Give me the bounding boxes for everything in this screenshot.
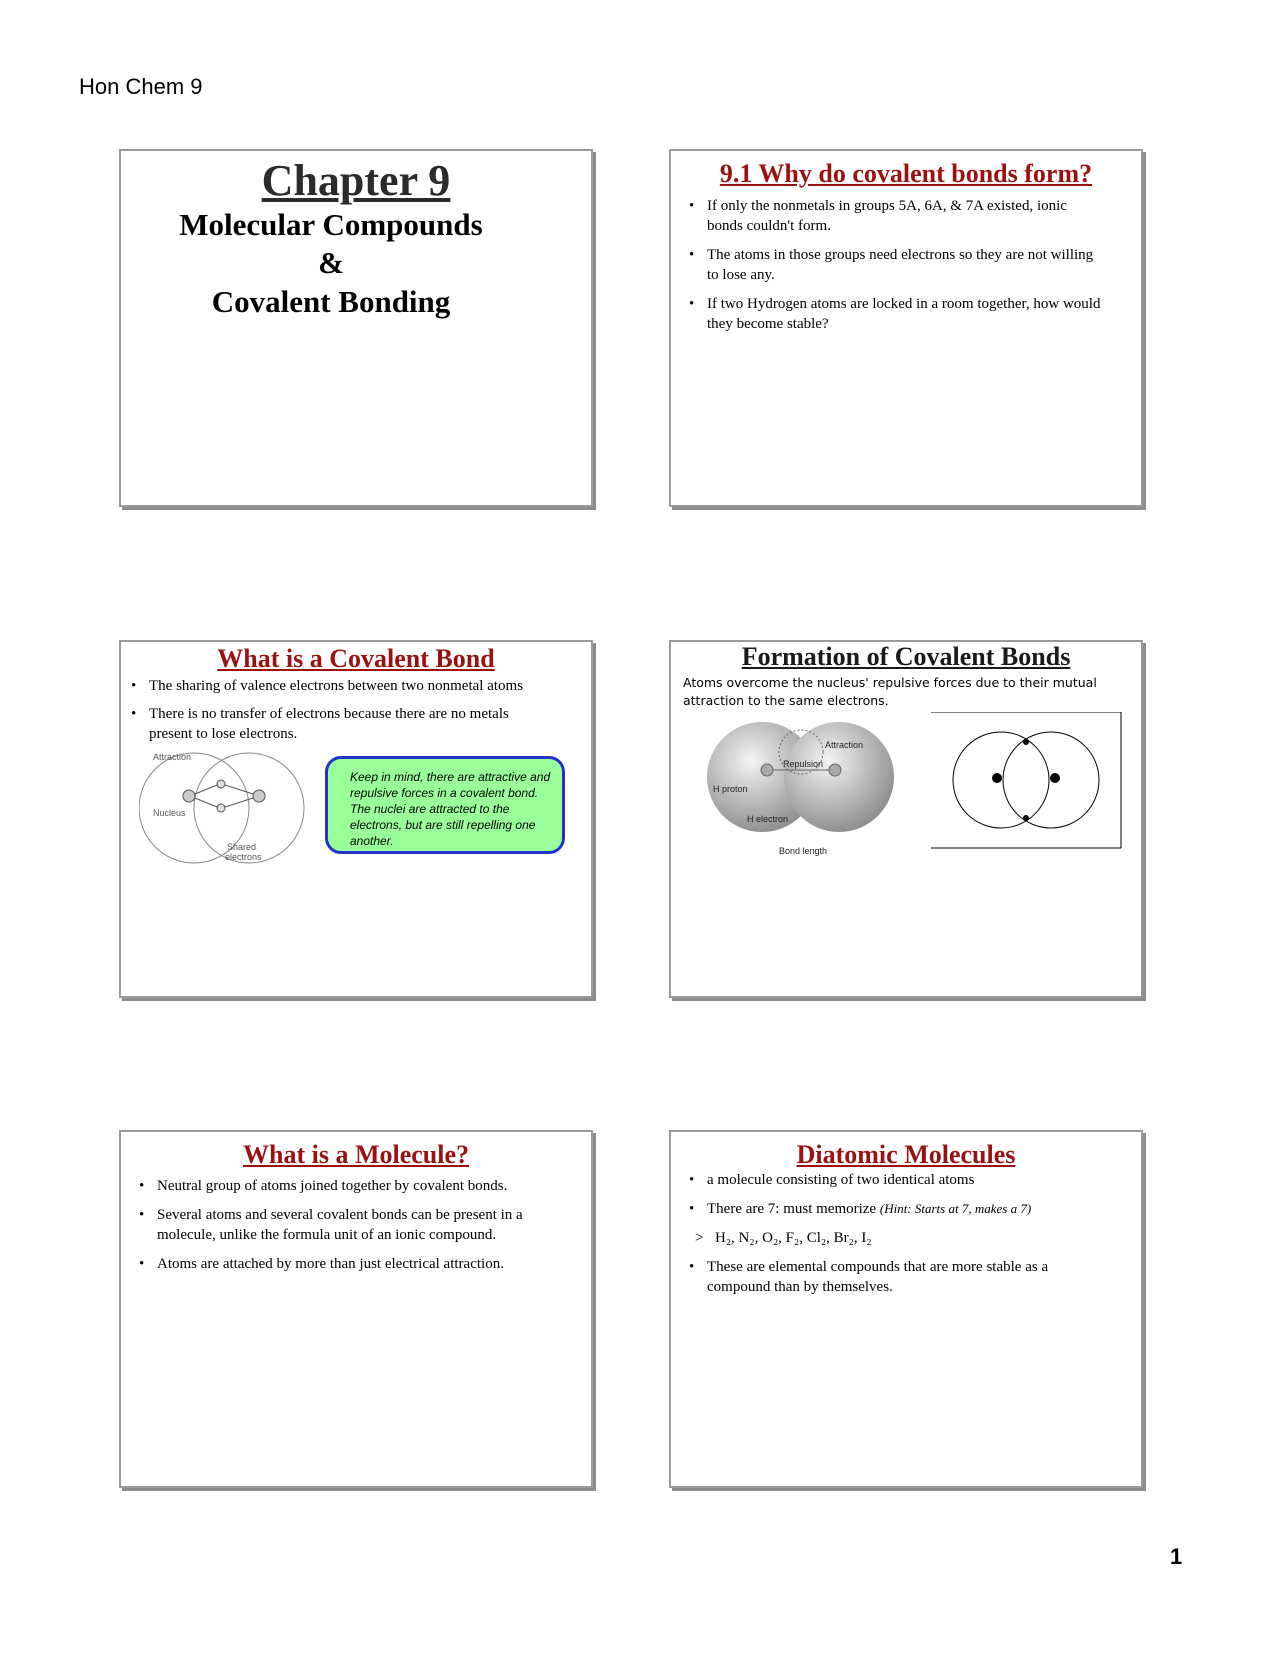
label-electrons: electrons bbox=[225, 852, 262, 862]
slide-title: Formation of Covalent Bonds bbox=[741, 642, 1071, 671]
list-item: • If only the nonmetals in groups 5A, 6A, & 7A existed, ionic bonds couldn't form. bbox=[683, 196, 1103, 236]
label-h-electron: H electron bbox=[747, 814, 789, 824]
slide-covalent-bond bbox=[119, 640, 593, 998]
list-item: • The sharing of valence electrons between two nonmetal atoms bbox=[125, 676, 525, 696]
list-item: • a molecule consisting of two identical atoms bbox=[683, 1170, 1103, 1190]
label-repulsion: Repulsion bbox=[783, 759, 824, 769]
h2-molecule-diagram bbox=[707, 712, 907, 862]
list-item: • Atoms are attached by more than just electrical attraction. bbox=[133, 1254, 543, 1274]
slide-title: Diatomic Molecules bbox=[796, 1140, 1016, 1169]
bullet-list bbox=[133, 1176, 543, 1283]
bullet-list bbox=[683, 196, 1103, 343]
list-item: • Neutral group of atoms joined together by covalent bonds. bbox=[133, 1176, 543, 1196]
slide-molecule bbox=[119, 1130, 593, 1488]
label-nucleus: Nucleus bbox=[153, 808, 186, 818]
intro-text: Atoms overcome the nucleus' repulsive forces due to their mutual attraction to the same electrons. bbox=[683, 675, 1097, 708]
label-attraction: Attraction bbox=[153, 752, 192, 762]
chapter-title: Chapter 9 bbox=[261, 156, 451, 205]
covalent-bond-diagram bbox=[139, 746, 319, 874]
list-item: • There is no transfer of electrons because there are no metals present to lose electrons. bbox=[125, 704, 525, 744]
page-header: Hon Chem 9 bbox=[79, 74, 203, 99]
sub-list-item: > H₂, N₂, O₂, F₂, Cl₂, Br₂, I₂ bbox=[683, 1228, 1103, 1248]
subtitle-line-2: & bbox=[318, 245, 344, 280]
list-item: • If two Hydrogen atoms are locked in a room together, how would they become stable? bbox=[683, 294, 1103, 334]
bullet-list bbox=[125, 676, 525, 753]
list-item: • The atoms in those groups need electrons so they are not willing to lose any. bbox=[683, 245, 1103, 285]
label-bond-length: Bond length bbox=[779, 846, 828, 856]
hint-text: (Hint: Starts at 7, makes a 7) bbox=[879, 1201, 1032, 1216]
note-callout: Keep in mind, there are attractive and repulsive forces in a covalent bond. The nuclei are attracted to the electrons, but are still repelling one another. bbox=[325, 756, 565, 854]
slide-title: What is a Covalent Bond bbox=[217, 644, 495, 673]
slide-formation-covalent bbox=[669, 640, 1143, 998]
list-item: • These are elemental compounds that are more stable as a compound than by themselves. bbox=[683, 1257, 1103, 1297]
subtitle-line-1: Molecular Compounds bbox=[179, 207, 483, 242]
slide-title: 9.1 Why do covalent bonds form? bbox=[719, 159, 1093, 188]
list-item: • Several atoms and several covalent bonds can be present in a molecule, unlike the formula unit of an ionic compound. bbox=[133, 1205, 543, 1245]
label-attraction: Attraction bbox=[825, 740, 864, 750]
list-item bbox=[683, 1199, 1103, 1219]
subtitle-line-3: Covalent Bonding bbox=[211, 284, 451, 319]
slide-chapter-title bbox=[119, 149, 593, 507]
overlapping-orbitals-diagram bbox=[931, 712, 1131, 850]
page-number: 1 bbox=[1170, 1544, 1183, 1569]
slide-diatomic bbox=[669, 1130, 1143, 1488]
slide-why-covalent bbox=[669, 149, 1143, 507]
list-item-text: There are 7: must memorize bbox=[707, 1201, 877, 1217]
label-shared: Shared bbox=[227, 842, 257, 852]
bullet-list bbox=[683, 1170, 1103, 1306]
label-h-proton: H proton bbox=[713, 784, 748, 794]
slide-title: What is a Molecule? bbox=[242, 1140, 470, 1169]
